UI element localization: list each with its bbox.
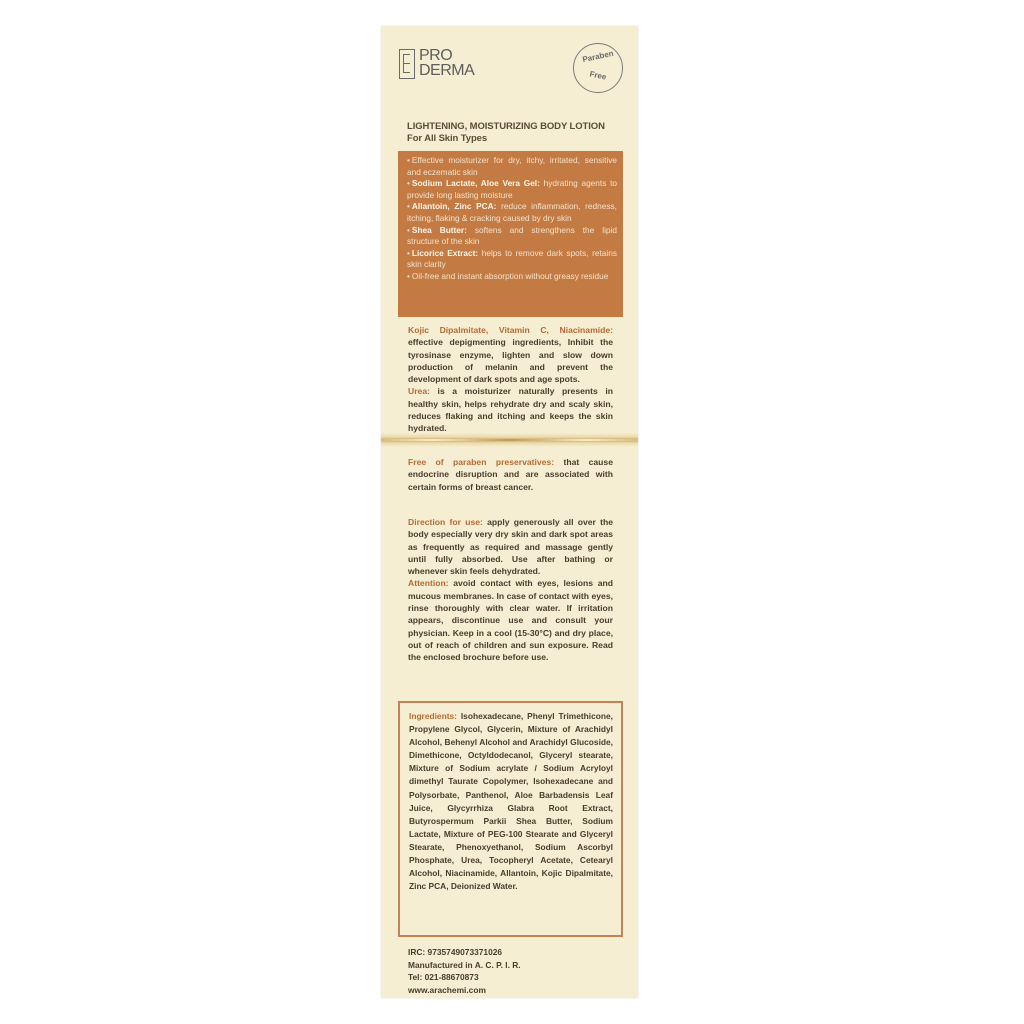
benefits-list xyxy=(407,155,617,283)
paraben-badge-line-1: Paraben xyxy=(581,48,615,65)
paraben-note-key: Free of paraben preservatives: xyxy=(408,457,555,467)
bullet-icon: • xyxy=(407,224,410,235)
ingredients-paragraph xyxy=(409,710,613,893)
brand-line-2: DERMA xyxy=(419,62,475,79)
irc-code: IRC: 9735749073371026 xyxy=(408,947,503,957)
bullet-icon: • xyxy=(407,247,410,258)
benefit-text: reduce inflammation, redness, itching, flaking & cracking caused by dry skin xyxy=(407,201,617,223)
bullet-icon: • xyxy=(407,178,410,189)
benefit-text: Oil-free and instant absorption without greasy residue xyxy=(411,270,609,281)
paraben-note-section xyxy=(408,456,613,493)
product-box-back-panel xyxy=(381,26,638,998)
bullet-icon: • xyxy=(407,155,410,165)
attention-text: avoid contact with eyes, lesions and mucous membranes. In case of contact with eyes, rinse thoroughly with clear water. If irritation appears, discontinue use and consult your physician. Keep in a cool (15-30°C) and dry place, out of reach of children and sun exposure. Read the enclosed brochure before use. xyxy=(408,578,613,663)
paraben-badge-line-2: Free xyxy=(588,69,608,82)
manufacturer-info xyxy=(408,946,608,996)
gold-divider xyxy=(381,433,638,447)
brand-name xyxy=(419,48,474,78)
directions-text: apply generously all over the body especially very dry skin and dark spot areas as frequently as required and massage gently until fully absorbed. Use after bathing or whenever skin feels dehydrated. xyxy=(408,517,613,577)
website: www.arachemi.com xyxy=(408,984,486,995)
urea-text: is a moisturizer naturally presents in healthy skin, helps rehydrate dry and scaly skin, reduces flaking and itching and keeps the skin hydrated. xyxy=(408,386,613,434)
directions-key: Direction for use: xyxy=(408,517,483,527)
actives-section xyxy=(408,324,613,435)
brand-logo xyxy=(399,48,474,79)
benefit-text: softens and strengthens the lipid structure of the skin xyxy=(407,224,617,247)
benefit-key: Allantoin, Zinc PCA: xyxy=(411,201,497,212)
attention-key: Attention: xyxy=(408,578,449,589)
benefit-key: Shea Butter: xyxy=(411,224,467,235)
kojic-key: Kojic Dipalmitate, Vitamin C, Niacinamide: xyxy=(408,325,613,335)
telephone: Tel: 021-88670873 xyxy=(408,972,479,982)
benefits-panel xyxy=(398,151,623,317)
product-heading xyxy=(407,121,632,145)
benefit-key: Sodium Lactate, Aloe Vera Gel: xyxy=(411,178,540,189)
bullet-icon: • xyxy=(407,201,410,212)
kojic-text: effective depigmenting ingredients, Inhibit the tyrosinase enzyme, lighten and slow down production of melanin and prevent the development of dark spots and age spots. xyxy=(408,337,613,385)
benefit-text: Effective moisturizer for dry, itchy, irritated, sensitive and eczematic skin xyxy=(407,155,617,177)
benefit-item xyxy=(407,248,617,271)
benefit-text: helps to remove dark spots, retains skin clarity xyxy=(407,247,617,270)
ingredients-box xyxy=(398,701,623,937)
benefit-item xyxy=(407,271,617,283)
bullet-icon: • xyxy=(407,270,410,281)
benefit-text: hydrating agents to provide long lasting moisture xyxy=(407,178,617,200)
benefit-item xyxy=(407,178,617,201)
benefit-item xyxy=(407,225,617,248)
urea-key: Urea: xyxy=(408,386,430,397)
benefit-item xyxy=(407,201,617,224)
benefit-key: Licorice Extract: xyxy=(411,247,479,258)
manufacturer-line: Manufactured in A. C. P. I. R. xyxy=(408,959,521,970)
pd-monogram-icon xyxy=(399,49,415,79)
product-subtitle: For All Skin Types xyxy=(407,133,488,144)
benefit-item xyxy=(407,155,617,178)
paraben-free-badge xyxy=(573,43,623,93)
ingredients-key: Ingredients: xyxy=(409,711,457,721)
paraben-note-text: that cause endocrine disruption and are associated with certain forms of breast cancer. xyxy=(408,457,613,492)
ingredients-text: Isohexadecane, Phenyl Trimethicone, Propylene Glycol, Glycerin, Mixture of Arachidyl Alcohol, Behenyl Alcohol and Arachidyl Glucoside, Dimethicone, Octyldodecanol, Glyceryl stearate, Mixture of Sodium acrylate / Sodium Acryloyl dimethyl Taurate Copolymer, Isohexadecane and Polysorbate, Panthenol, Aloe Barbadensis Leaf Juice, Glycyrrhiza Glabra Root Extract, Butyrospermum Parkii Shea Butter, Sodium Lactate, Mixture of PEG-100 Stearate and Glyceryl Stearate, Phenoxyethanol, Sodium Ascorbyl Phosphate, Urea, Tocopheryl Acetate, Cetearyl Alcohol, Niacinamide, Allantoin, Kojic Dipalmitate, Zinc PCA, Deionized Water. xyxy=(409,711,613,892)
product-title: LIGHTENING, MOISTURIZING BODY LOTION xyxy=(407,121,605,132)
directions-section xyxy=(408,516,613,664)
brand-line-1: PRO xyxy=(419,47,453,64)
